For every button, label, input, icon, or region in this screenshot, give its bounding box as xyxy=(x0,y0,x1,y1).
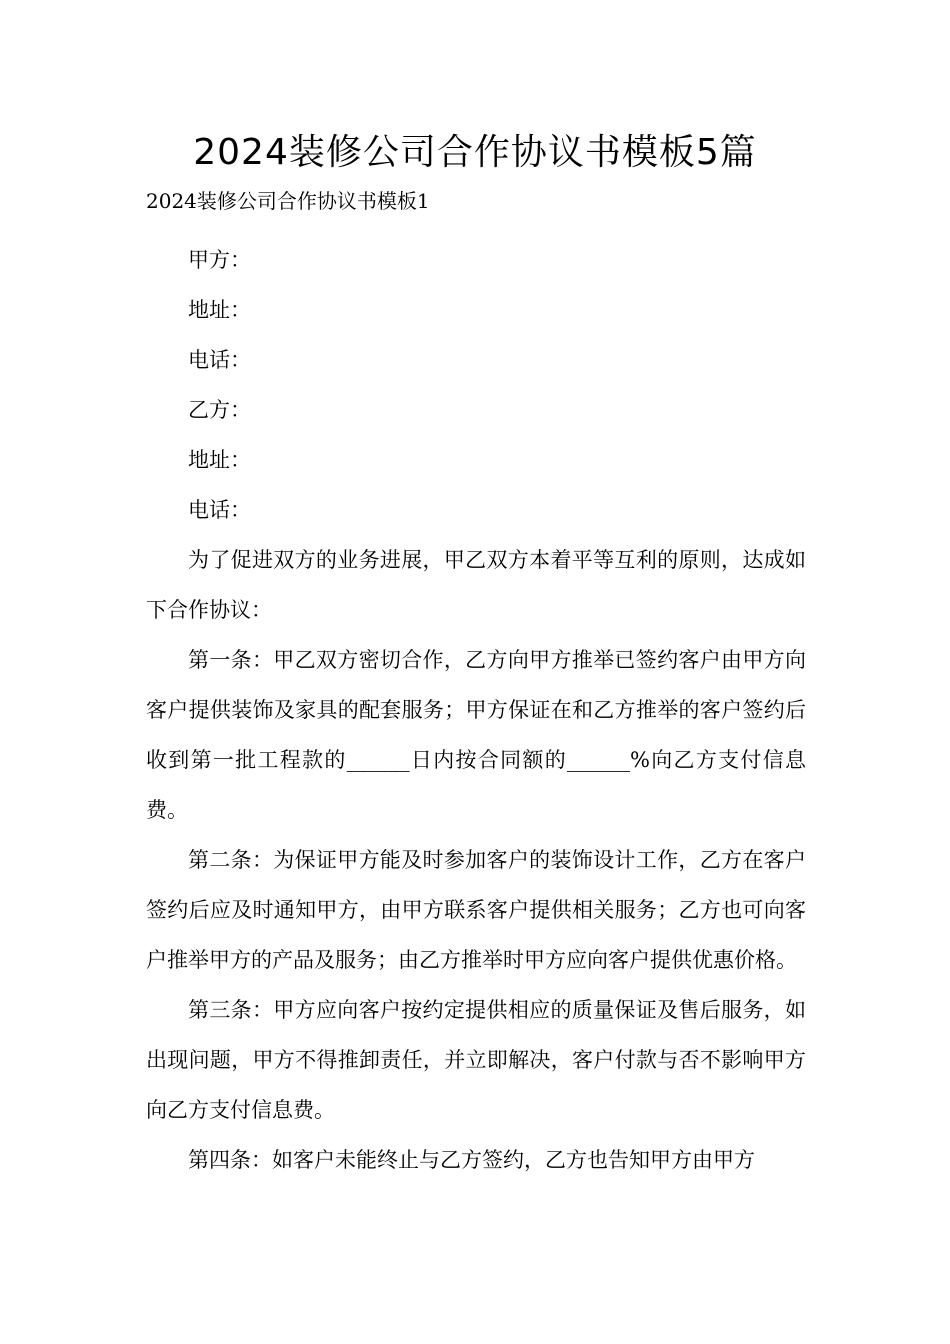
party-a-address-field: 地址： xyxy=(188,298,251,322)
party-b-address-field: 地址： xyxy=(188,448,251,472)
article-1: 第一条：甲乙双方密切合作，乙方向甲方推举已签约客户由甲方向客户提供装饰及家具的配套服务；甲方保证在和乙方推举的客户签约后收到第一批工程款的______日内按合同额的______%向乙方支付信息费。 xyxy=(146,648,806,822)
document-title: 2024装修公司合作协议书模板5篇 xyxy=(193,132,757,173)
party-a-field: 甲方： xyxy=(188,248,251,272)
section-subtitle: 2024装修公司合作协议书模板1 xyxy=(146,189,430,213)
party-b-field: 乙方： xyxy=(188,398,251,422)
party-a-phone-field: 电话： xyxy=(188,348,251,372)
party-b-phone-field: 电话： xyxy=(188,498,251,522)
intro-paragraph: 为了促进双方的业务进展，甲乙双方本着平等互利的原则，达成如下合作协议： xyxy=(146,548,806,622)
article-4: 第四条：如客户未能终止与乙方签约，乙方也告知甲方由甲方 xyxy=(188,1148,755,1172)
document-body xyxy=(146,235,806,1185)
article-3: 第三条：甲方应向客户按约定提供相应的质量保证及售后服务，如出现问题，甲方不得推卸责任，并立即解决，客户付款与否不影响甲方向乙方支付信息费。 xyxy=(146,998,806,1122)
article-2: 第二条：为保证甲方能及时参加客户的装饰设计工作，乙方在客户签约后应及时通知甲方，由甲方联系客户提供相关服务；乙方也可向客户推举甲方的产品及服务；由乙方推举时甲方应向客户提供优惠价格。 xyxy=(146,848,806,972)
